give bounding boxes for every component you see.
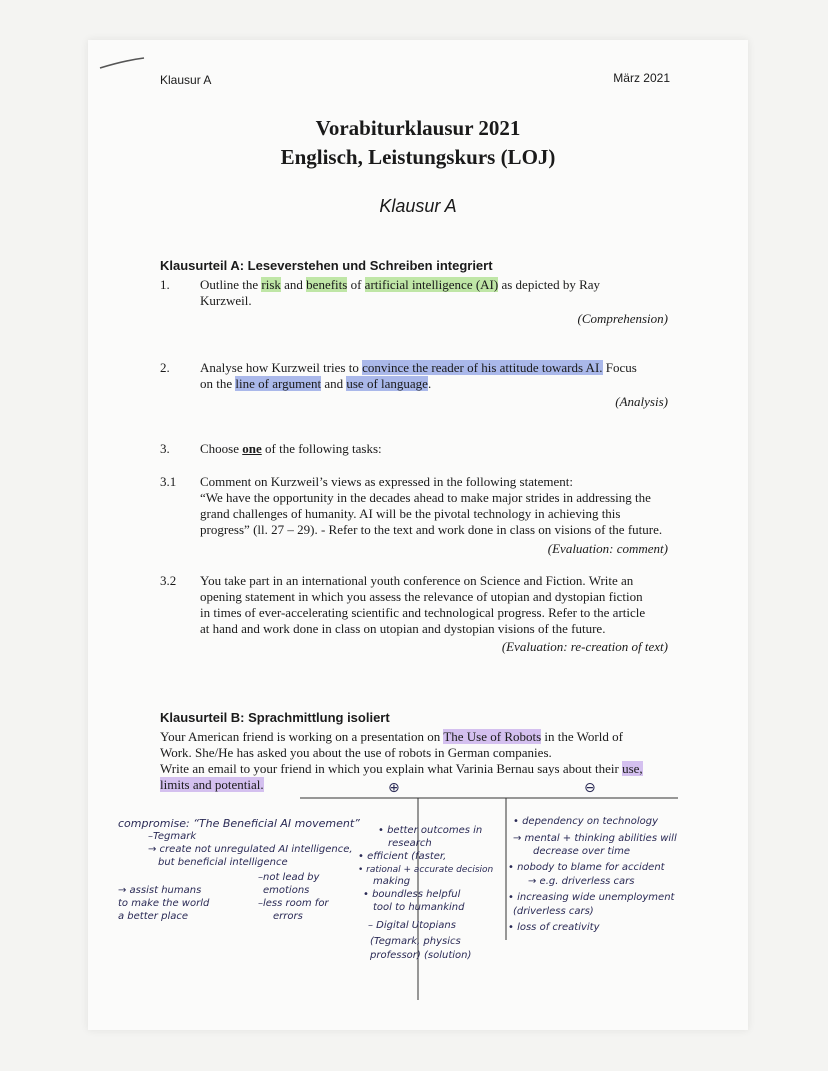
task-1-tag: (Comprehension): [577, 311, 668, 326]
note-mid-0: • better outcomes in: [378, 825, 483, 836]
note-right-7: • loss of creativity: [508, 922, 600, 933]
task-2-number: 2.: [160, 360, 170, 375]
note-left-9: –less room for: [258, 898, 329, 909]
part-b-text: Your American friend is working on a presentation on The Use of Robots in the World of Work. She/He has asked you about the use of robots in German companies. Write an email to your friend in which you explain what Varinia Bernau says about their use, limits and potential.: [160, 729, 643, 792]
note-compromise: compromise: “The Beneficial AI movement”: [118, 817, 360, 830]
note-left-5: to make the world: [118, 898, 210, 909]
pen-mark: [98, 54, 148, 74]
note-mid-1: research: [388, 838, 432, 849]
note-right-1: → mental + thinking abilities will: [513, 833, 677, 844]
note-right-5: • increasing wide unemployment: [508, 892, 675, 903]
highlight-benefits: benefits: [306, 277, 348, 292]
highlight-risk: risk: [261, 277, 281, 292]
klausur-label: Klausur A: [379, 196, 457, 216]
exam-page: [88, 40, 748, 1030]
task-32-number: 3.2: [160, 573, 177, 588]
note-right-6: (driverless cars): [513, 906, 594, 917]
page-title: Vorabiturklausur 2021: [315, 116, 521, 140]
note-left-8: emotions: [263, 885, 310, 896]
task-1-text: Outline the risk and benefits of artificial intelligence (AI) as depicted by Ray Kurzweil.: [200, 277, 601, 308]
note-mid-3: • rational + accurate decision: [358, 865, 494, 875]
task-32-text: You take part in an international youth conference on Science and Fiction. Write an opening statement in which you assess the relevance of utopian and dystopian fiction in times of ever-accelerating scientific and technological progress. Refer to the article at hand and work done in class on utopian and dystopian visions of the future.: [200, 573, 646, 636]
task-32-tag: (Evaluation: re-creation of text): [501, 639, 668, 654]
header-right: März 2021: [613, 71, 670, 85]
task-2-text: Analyse how Kurzweil tries to convince the reader of his attitude towards AI. Focus on the line of argument and use of language.: [200, 360, 637, 391]
highlight-line-of-argument: line of argument: [235, 376, 322, 391]
highlight-limits-potential: limits and potential.: [160, 777, 264, 792]
note-mid-2: • efficient (faster,: [358, 851, 447, 862]
note-left-10: errors: [273, 911, 303, 922]
note-left-2: → create not unregulated AI intelligence,: [148, 844, 353, 855]
minus-symbol: ⊖: [584, 780, 596, 796]
note-mid-7: – Digital Utopians: [368, 920, 456, 931]
note-right-2: decrease over time: [533, 846, 631, 857]
note-left-4: → assist humans: [118, 885, 202, 896]
note-mid-8: (Tegmark, physics: [370, 936, 461, 947]
note-mid-5: • boundless helpful: [363, 889, 461, 900]
note-mid-6: tool to humankind: [373, 902, 465, 913]
task-3-number: 3.: [160, 441, 170, 456]
highlight-use-of-language: use of language: [346, 376, 428, 391]
highlight-ai: artificial intelligence (AI): [364, 277, 499, 292]
note-left-3: but beneficial intelligence: [158, 857, 288, 868]
note-right-3: • nobody to blame for accident: [508, 862, 665, 873]
highlight-use-of-robots: The Use of Robots: [443, 729, 542, 744]
note-left-6: a better place: [118, 911, 188, 922]
header-left: Klausur A: [160, 73, 212, 87]
task-31-text: Comment on Kurzweil’s views as expressed in the following statement: “We have the opportunity in the decades ahead to make major strides in addressing the grand challenges of humanity. AI will be the pivotal technology in achieving this progress” (ll. 27 – 29). - Refer to the text and work done in class on visions of the future.: [200, 474, 663, 537]
task-31-tag: (Evaluation: comment): [547, 541, 668, 556]
note-left-7: –not lead by: [258, 872, 320, 883]
page-subtitle: Englisch, Leistungskurs (LOJ): [280, 145, 556, 169]
note-mid-9: professor) (solution): [370, 950, 472, 961]
highlight-convince: convince the reader of his attitude towards AI.: [362, 360, 603, 375]
highlight-use: use,: [622, 761, 643, 776]
note-right-0: • dependency on technology: [513, 816, 659, 827]
part-b-heading: Klausurteil B: Sprachmittlung isoliert: [160, 710, 390, 725]
part-a-heading: Klausurteil A: Leseverstehen und Schreiben integriert: [160, 258, 493, 273]
task-2-tag: (Analysis): [615, 394, 668, 409]
note-right-4: → e.g. driverless cars: [528, 876, 635, 887]
task-1-number: 1.: [160, 277, 170, 292]
task-31-number: 3.1: [160, 474, 177, 489]
plus-symbol: ⊕: [388, 780, 400, 796]
task-3-text: Choose one of the following tasks:: [200, 441, 382, 456]
note-left-1: –Tegmark: [148, 831, 197, 842]
note-mid-4: making: [373, 876, 411, 887]
